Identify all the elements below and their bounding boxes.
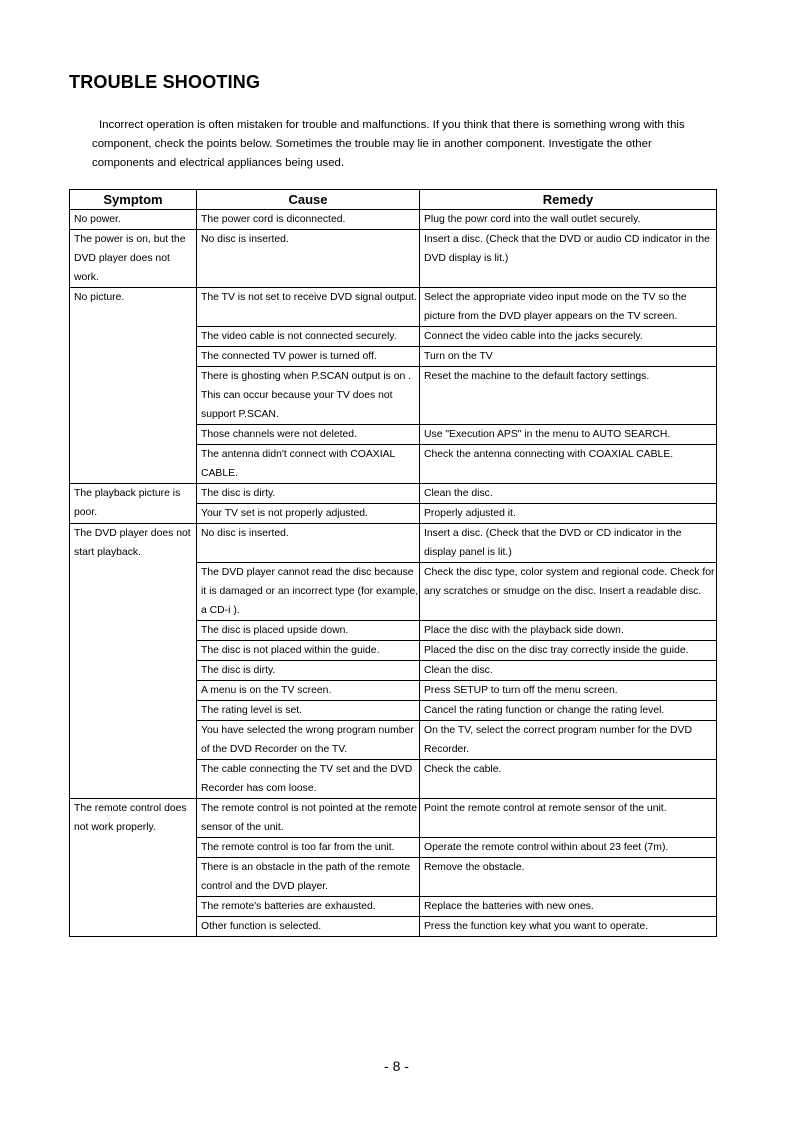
table-row xyxy=(70,288,717,327)
symptom-cell: The DVD player does not start playback. xyxy=(70,524,197,799)
intro-paragraph xyxy=(92,116,692,173)
symptom-cell: No picture. xyxy=(70,288,197,484)
cause-cell: The cable connecting the TV set and the DVD Recorder has com loose. xyxy=(197,760,420,799)
symptom-cell: The remote control does not work properly. xyxy=(70,799,197,937)
remedy-cell: On the TV, select the correct program number for the DVD Recorder. xyxy=(420,721,717,760)
symptom-cell: The playback picture is poor. xyxy=(70,484,197,524)
table-row xyxy=(70,210,717,230)
remedy-cell: Operate the remote control within about 23 feet (7m). xyxy=(420,838,717,858)
remedy-cell: Check the antenna connecting with COAXIAL CABLE. xyxy=(420,445,717,484)
remedy-cell: Point the remote control at remote sensor of the unit. xyxy=(420,799,717,838)
cause-cell: Other function is selected. xyxy=(197,917,420,937)
cause-cell: There is ghosting when P.SCAN output is on . This can occur because your TV does not support P.SCAN. xyxy=(197,367,420,425)
header-remedy: Remedy xyxy=(420,190,717,210)
cause-cell: No disc is inserted. xyxy=(197,524,420,563)
cause-cell: There is an obstacle in the path of the remote control and the DVD player. xyxy=(197,858,420,897)
remedy-cell: Place the disc with the playback side down. xyxy=(420,621,717,641)
cause-cell: The remote's batteries are exhausted. xyxy=(197,897,420,917)
cause-cell: The disc is dirty. xyxy=(197,661,420,681)
table-row xyxy=(70,799,717,838)
cause-cell: The remote control is not pointed at the remote sensor of the unit. xyxy=(197,799,420,838)
page-number: - 8 - xyxy=(384,1058,409,1074)
intro-text: Incorrect operation is often mistaken for trouble and malfunctions. If you think that there is something wrong with this component, check the points below. Sometimes the trouble may lie in another component. Investigate the other components and electrical appliances being used. xyxy=(92,119,685,169)
remedy-cell: Check the disc type, color system and regional code. Check for any scratches or smudge on the disc. Insert a readable disc. xyxy=(420,563,717,621)
remedy-cell: Turn on the TV xyxy=(420,347,717,367)
remedy-cell: Use "Execution APS" in the menu to AUTO SEARCH. xyxy=(420,425,717,445)
remedy-cell: Insert a disc. (Check that the DVD or audio CD indicator in the DVD display is lit.) xyxy=(420,230,717,288)
cause-cell: The disc is placed upside down. xyxy=(197,621,420,641)
remedy-cell: Insert a disc. (Check that the DVD or CD indicator in the display panel is lit.) xyxy=(420,524,717,563)
table-header-row xyxy=(70,190,717,210)
cause-cell: Your TV set is not properly adjusted. xyxy=(197,504,420,524)
remedy-cell: Clean the disc. xyxy=(420,484,717,504)
cause-cell: A menu is on the TV screen. xyxy=(197,681,420,701)
table-row xyxy=(70,230,717,288)
remedy-cell: Plug the powr cord into the wall outlet securely. xyxy=(420,210,717,230)
remedy-cell: Cancel the rating function or change the rating level. xyxy=(420,701,717,721)
cause-cell: The video cable is not connected securely. xyxy=(197,327,420,347)
cause-cell: The connected TV power is turned off. xyxy=(197,347,420,367)
cause-cell: Those channels were not deleted. xyxy=(197,425,420,445)
table-body xyxy=(70,210,717,937)
cause-cell: The power cord is diconnected. xyxy=(197,210,420,230)
remedy-cell: Press SETUP to turn off the menu screen. xyxy=(420,681,717,701)
cause-cell: The disc is dirty. xyxy=(197,484,420,504)
remedy-cell: Replace the batteries with new ones. xyxy=(420,897,717,917)
cause-cell: The TV is not set to receive DVD signal output. xyxy=(197,288,420,327)
remedy-cell: Connect the video cable into the jacks securely. xyxy=(420,327,717,347)
cause-cell: The DVD player cannot read the disc because it is damaged or an incorrect type (for example, a CD-i ). xyxy=(197,563,420,621)
cause-cell: The antenna didn't connect with COAXIAL CABLE. xyxy=(197,445,420,484)
header-cause: Cause xyxy=(197,190,420,210)
cause-cell: You have selected the wrong program number of the DVD Recorder on the TV. xyxy=(197,721,420,760)
troubleshooting-table xyxy=(69,189,717,937)
remedy-cell: Check the cable. xyxy=(420,760,717,799)
cause-cell: The rating level is set. xyxy=(197,701,420,721)
table-row xyxy=(70,524,717,563)
header-symptom: Symptom xyxy=(70,190,197,210)
symptom-cell: The power is on, but the DVD player does not work. xyxy=(70,230,197,288)
cause-cell: No disc is inserted. xyxy=(197,230,420,288)
symptom-cell: No power. xyxy=(70,210,197,230)
table-header xyxy=(70,190,717,210)
cause-cell: The remote control is too far from the unit. xyxy=(197,838,420,858)
remedy-cell: Remove the obstacle. xyxy=(420,858,717,897)
remedy-cell: Reset the machine to the default factory settings. xyxy=(420,367,717,425)
remedy-cell: Properly adjusted it. xyxy=(420,504,717,524)
remedy-cell: Placed the disc on the disc tray correctly inside the guide. xyxy=(420,641,717,661)
remedy-cell: Press the function key what you want to operate. xyxy=(420,917,717,937)
table-row xyxy=(70,484,717,504)
page-title: TROUBLE SHOOTING xyxy=(69,72,261,92)
remedy-cell: Clean the disc. xyxy=(420,661,717,681)
cause-cell: The disc is not placed within the guide. xyxy=(197,641,420,661)
remedy-cell: Select the appropriate video input mode on the TV so the picture from the DVD player appears on the TV screen. xyxy=(420,288,717,327)
